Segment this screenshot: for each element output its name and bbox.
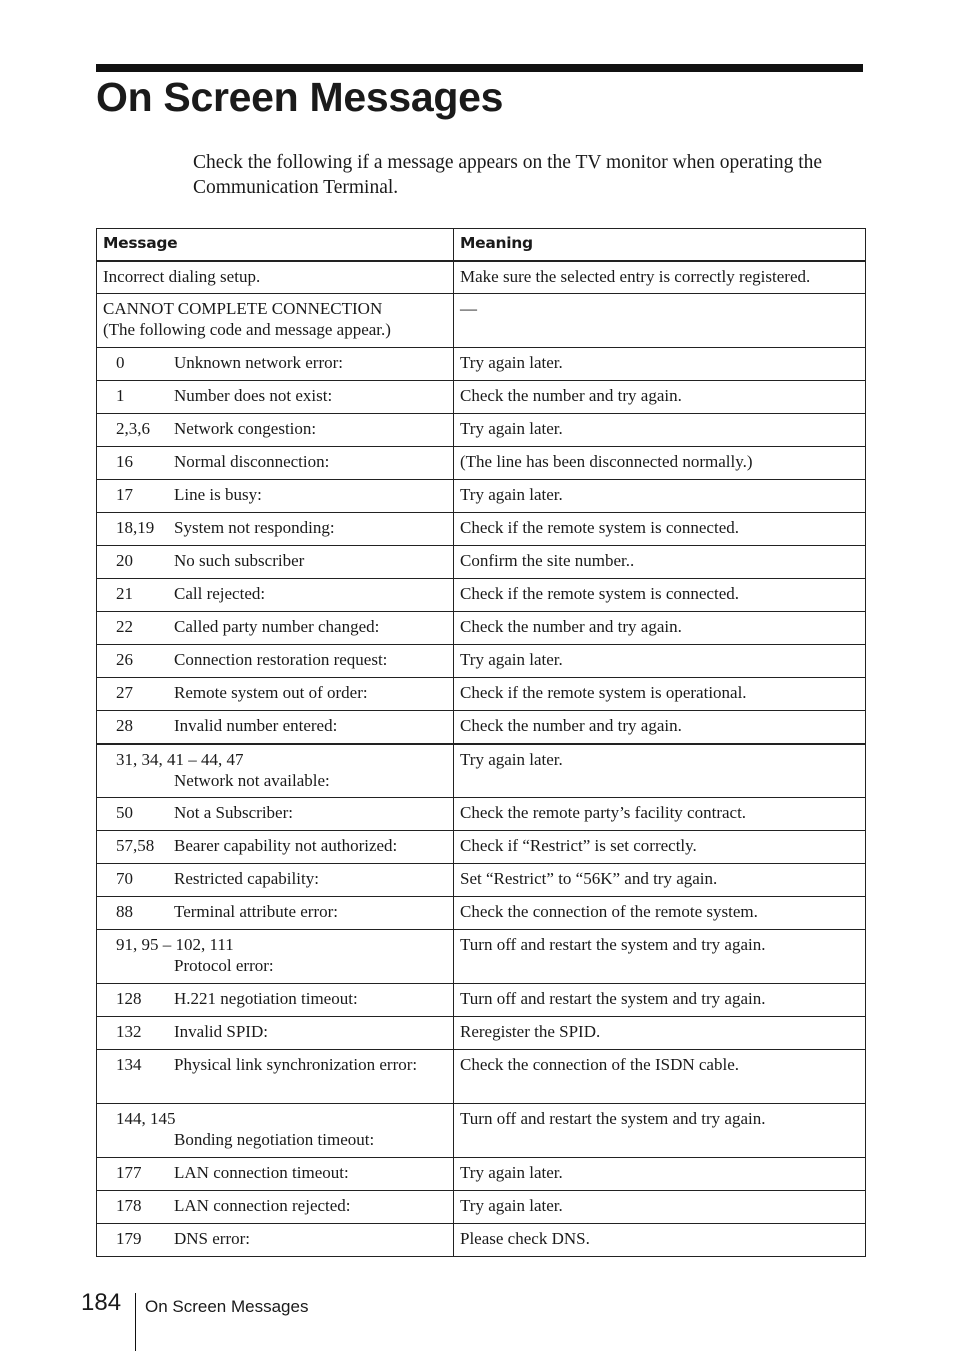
meaning-cell: Set “Restrict” to “56K” and try again. (454, 864, 866, 897)
table-header-row (97, 229, 866, 261)
table-row (97, 897, 866, 930)
error-code: 2,3,6 (116, 419, 150, 438)
intro-paragraph: Check the following if a message appears on the TV monitor when operating the Communication Terminal. (193, 152, 823, 198)
table-row (97, 348, 866, 381)
table-row (97, 1191, 866, 1224)
error-description: Called party number changed: (174, 617, 380, 636)
messages-table (96, 228, 866, 1257)
error-code: 144, 145 (116, 1109, 176, 1128)
error-description: Invalid SPID: (174, 1022, 268, 1041)
error-description: LAN connection timeout: (174, 1163, 349, 1182)
message-cell (97, 744, 454, 798)
meaning-cell: — (454, 294, 866, 348)
error-description: Physical link synchronization error: (174, 1055, 418, 1074)
error-code: 28 (116, 716, 133, 735)
meaning-cell: Check the connection of the ISDN cable. (454, 1050, 866, 1104)
table-row (97, 480, 866, 513)
table-row (97, 831, 866, 864)
table-row (97, 414, 866, 447)
table-row (97, 1224, 866, 1257)
meaning-cell: Check if “Restrict” is set correctly. (454, 831, 866, 864)
table-row (97, 984, 866, 1017)
meaning-cell: Reregister the SPID. (454, 1017, 866, 1050)
message-cell (97, 984, 454, 1017)
table-row (97, 798, 866, 831)
message-cell (97, 546, 454, 579)
message-cell (97, 1050, 454, 1104)
meaning-cell: Try again later. (454, 480, 866, 513)
table-row (97, 1158, 866, 1191)
error-code: 16 (116, 452, 133, 471)
message-cell (97, 1224, 454, 1257)
error-code: 31, 34, 41 – 44, 47 (116, 749, 244, 769)
error-code: 177 (116, 1163, 142, 1182)
error-description: LAN connection rejected: (174, 1196, 351, 1215)
message-cell (97, 897, 454, 930)
table-row (97, 579, 866, 612)
table-row (97, 294, 866, 348)
meaning-cell: Check the remote party’s facility contract. (454, 798, 866, 831)
error-code: 18,19 (116, 518, 155, 537)
meaning-cell: Check the number and try again. (454, 381, 866, 414)
message-cell (97, 480, 454, 513)
error-description: Bonding negotiation timeout: (174, 1130, 375, 1149)
message-cell (97, 930, 454, 984)
error-code: 27 (116, 683, 133, 702)
error-description: Call rejected: (174, 584, 266, 603)
message-text: CANNOT COMPLETE CONNECTION (103, 299, 383, 318)
meaning-cell: Try again later. (454, 348, 866, 381)
page-number: 184 (81, 1289, 122, 1316)
footer-divider (135, 1293, 136, 1351)
message-cell: Incorrect dialing setup. (97, 261, 454, 294)
header-message: Message (97, 229, 454, 261)
meaning-cell: Check the number and try again. (454, 711, 866, 744)
error-code: 21 (116, 584, 133, 603)
error-description: Bearer capability not authorized: (174, 836, 398, 855)
table-row (97, 1104, 866, 1158)
message-cell (97, 864, 454, 897)
message-cell (97, 414, 454, 447)
meaning-cell: Try again later. (454, 744, 866, 798)
error-description: Invalid number entered: (174, 716, 338, 735)
error-description: Terminal attribute error: (174, 902, 339, 921)
meaning-cell: Turn off and restart the system and try again. (454, 1104, 866, 1158)
meaning-cell: Check if the remote system is operational. (454, 678, 866, 711)
meaning-cell: Confirm the site number.. (454, 546, 866, 579)
message-subtext: (The following code and message appear.) (103, 320, 391, 339)
meaning-cell: Make sure the selected entry is correctly registered. (454, 261, 866, 294)
table-row (97, 1050, 866, 1104)
table-row (97, 546, 866, 579)
error-code: 132 (116, 1022, 142, 1041)
table-row (97, 513, 866, 546)
error-code: 57,58 (116, 836, 155, 855)
message-cell (97, 612, 454, 645)
message-cell (97, 513, 454, 546)
error-code: 179 (116, 1229, 142, 1248)
error-description: Number does not exist: (174, 386, 333, 405)
meaning-cell: Check the number and try again. (454, 612, 866, 645)
message-cell (97, 645, 454, 678)
error-description: H.221 negotiation timeout: (174, 989, 358, 1008)
message-cell (97, 798, 454, 831)
error-code: 17 (116, 485, 133, 504)
message-cell (97, 711, 454, 744)
message-cell (97, 294, 454, 348)
meaning-cell: (The line has been disconnected normally.) (454, 447, 866, 480)
message-cell (97, 348, 454, 381)
table-row (97, 261, 866, 294)
header-meaning: Meaning (454, 229, 866, 261)
table-row (97, 744, 866, 798)
page-title: On Screen Messages (96, 74, 504, 120)
table-row (97, 864, 866, 897)
error-description: Restricted capability: (174, 869, 319, 888)
table-row (97, 447, 866, 480)
error-description: Protocol error: (174, 956, 274, 975)
title-rule (96, 64, 863, 72)
error-code: 0 (116, 353, 125, 372)
error-description: Unknown network error: (174, 353, 344, 372)
table-row (97, 645, 866, 678)
meaning-cell: Try again later. (454, 1191, 866, 1224)
message-cell (97, 1017, 454, 1050)
error-description: No such subscriber (174, 551, 305, 570)
meaning-cell: Please check DNS. (454, 1224, 866, 1257)
message-cell (97, 579, 454, 612)
table-row (97, 1017, 866, 1050)
table-row (97, 612, 866, 645)
meaning-cell: Try again later. (454, 414, 866, 447)
error-description: Not a Subscriber: (174, 803, 293, 822)
table-row (97, 678, 866, 711)
error-code: 70 (116, 869, 133, 888)
meaning-cell: Try again later. (454, 645, 866, 678)
error-code: 178 (116, 1196, 142, 1215)
error-code: 128 (116, 989, 142, 1008)
table-row (97, 381, 866, 414)
error-description: DNS error: (174, 1229, 251, 1248)
error-description: Network congestion: (174, 419, 317, 438)
footer-section-label: On Screen Messages (145, 1297, 309, 1316)
error-description: Remote system out of order: (174, 683, 368, 702)
error-description: Normal disconnection: (174, 452, 330, 471)
message-cell (97, 831, 454, 864)
table-row (97, 930, 866, 984)
meaning-cell: Turn off and restart the system and try again. (454, 930, 866, 984)
error-code: 91, 95 – 102, 111 (116, 935, 234, 954)
error-code: 26 (116, 650, 133, 669)
error-description: System not responding: (174, 518, 335, 537)
meaning-cell: Try again later. (454, 1158, 866, 1191)
message-cell (97, 678, 454, 711)
meaning-cell: Check the connection of the remote system. (454, 897, 866, 930)
message-cell (97, 1104, 454, 1158)
meaning-cell: Turn off and restart the system and try again. (454, 984, 866, 1017)
message-cell (97, 381, 454, 414)
message-cell (97, 1191, 454, 1224)
error-code: 20 (116, 551, 133, 570)
error-code: 22 (116, 617, 133, 636)
error-code: 134 (116, 1055, 142, 1074)
error-description: Line is busy: (174, 485, 262, 504)
error-code: 50 (116, 803, 133, 822)
error-code: 1 (116, 386, 125, 405)
table-row (97, 711, 866, 744)
message-cell (97, 447, 454, 480)
message-cell (97, 1158, 454, 1191)
error-code: 88 (116, 902, 133, 921)
error-description: Connection restoration request: (174, 650, 388, 669)
meaning-cell: Check if the remote system is connected. (454, 513, 866, 546)
error-description: Network not available: (174, 770, 330, 790)
meaning-cell: Check if the remote system is connected. (454, 579, 866, 612)
